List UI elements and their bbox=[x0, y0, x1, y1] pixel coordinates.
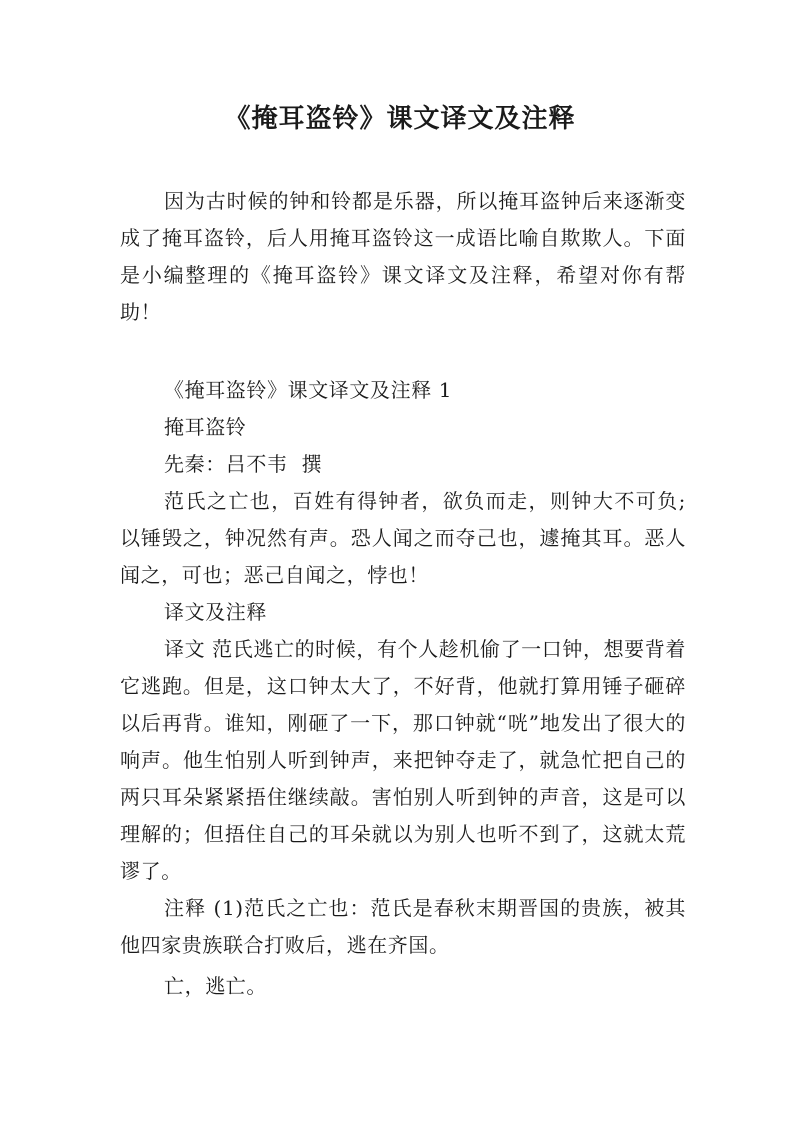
original-text-paragraph: 范氏之亡也，百姓有得钟者，欲负而走，则钟大不可负;以锤毁之，钟况然有声。恐人闻之而夺己也，遽掩其耳。恶人闻之，可也；恶己自闻之，悖也！ bbox=[120, 489, 686, 587]
author-line: 先秦：吕不韦 撰 bbox=[164, 452, 323, 476]
text-title: 掩耳盗铃 bbox=[164, 415, 247, 439]
note-paragraph: 注释 (1)范氏之亡也：范氏是春秋末期晋国的贵族，被其他四家贵族联合打败后，逃在齐国。 bbox=[120, 896, 686, 957]
intro-paragraph: 因为古时候的钟和铃都是乐器，所以掩耳盗钟后来逐渐变成了掩耳盗铃，后人用掩耳盗铃这一成语比喻自欺欺人。下面是小编整理的《掩耳盗铃》课文译文及注释，希望对你有帮助！ bbox=[120, 189, 686, 324]
translation-paragraph: 译文 范氏逃亡的时候，有个人趁机偷了一口钟，想要背着它逃跑。但是，这口钟太大了，不好背，他就打算用锤子砸碎以后再背。谁知，刚砸了一下，那口钟就“咣”地发出了很大的响声。他生怕别人听到钟声，来把钟夺走了，就急忙把自己的两只耳朵紧紧捂住继续敲。害怕别人听到钟的声音，这是可以理解的；但捂住自己的耳朵就以为别人也听不到了，这就太荒谬了。 bbox=[120, 637, 686, 883]
document-title: 《掩耳盗铃》课文译文及注释 bbox=[224, 104, 576, 134]
section-heading: 《掩耳盗铃》课文译文及注释 1 bbox=[164, 378, 453, 402]
intro-section bbox=[120, 183, 686, 331]
translation-heading: 译文及注释 bbox=[164, 600, 267, 624]
article-section bbox=[120, 372, 686, 1005]
note-paragraph-2: 亡，逃亡。 bbox=[164, 974, 267, 998]
